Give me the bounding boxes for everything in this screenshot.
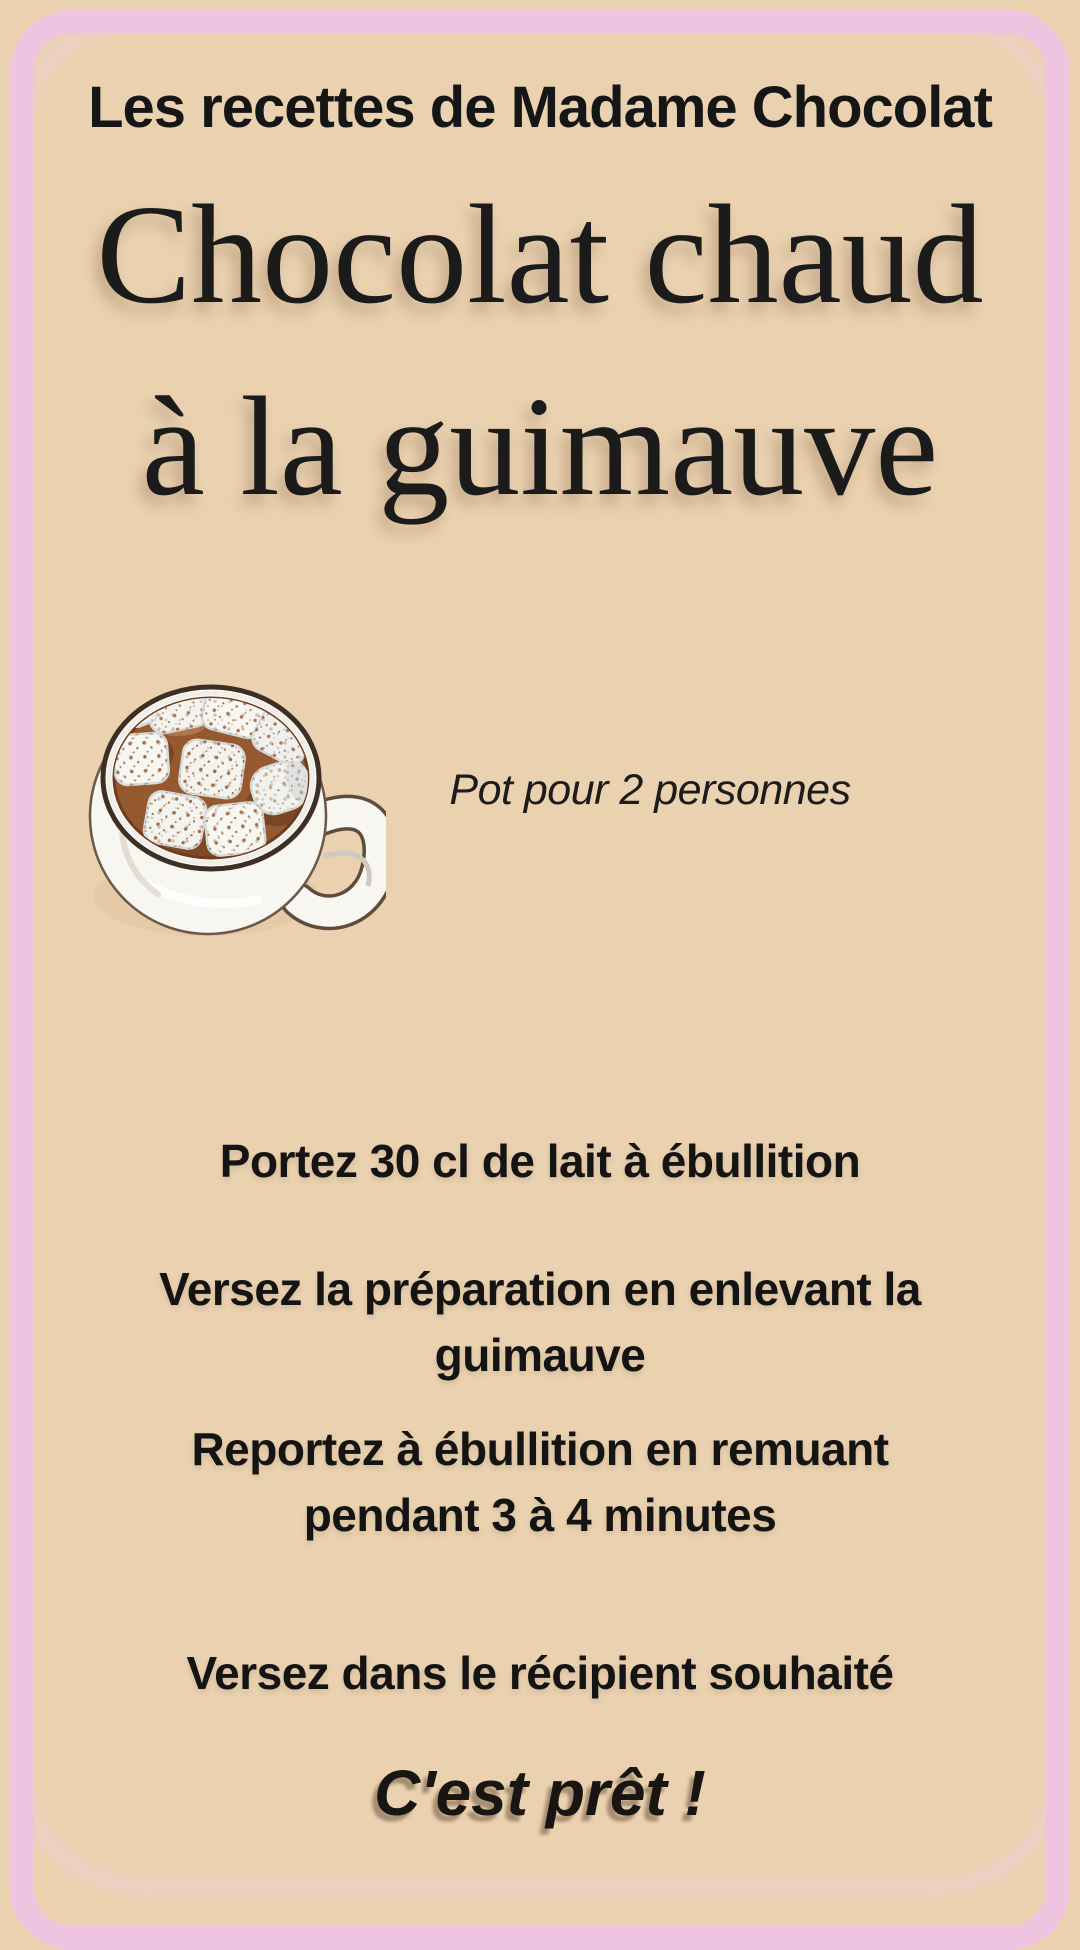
hot-chocolate-mug-illustration bbox=[86, 656, 386, 948]
step-3: Reportez à ébullition en remuant pendant 3 à 4 minutes bbox=[191, 1423, 889, 1541]
serving-note: Pot pour 2 personnes bbox=[449, 766, 851, 814]
step-1: Portez 30 cl de lait à ébullition bbox=[219, 1135, 861, 1187]
recipe-title bbox=[0, 158, 1080, 542]
ready-text: C'est prêt ! bbox=[374, 1757, 706, 1829]
recipe-title-line2: à la guimauve bbox=[141, 367, 939, 525]
step-2: Versez la préparation en enlevant la guimauve bbox=[159, 1263, 921, 1381]
brand-header: Les recettes de Madame Chocolat bbox=[88, 75, 992, 140]
step-4: Versez dans le récipient souhaité bbox=[186, 1647, 894, 1699]
recipe-title-line1: Chocolat chaud bbox=[96, 175, 984, 333]
